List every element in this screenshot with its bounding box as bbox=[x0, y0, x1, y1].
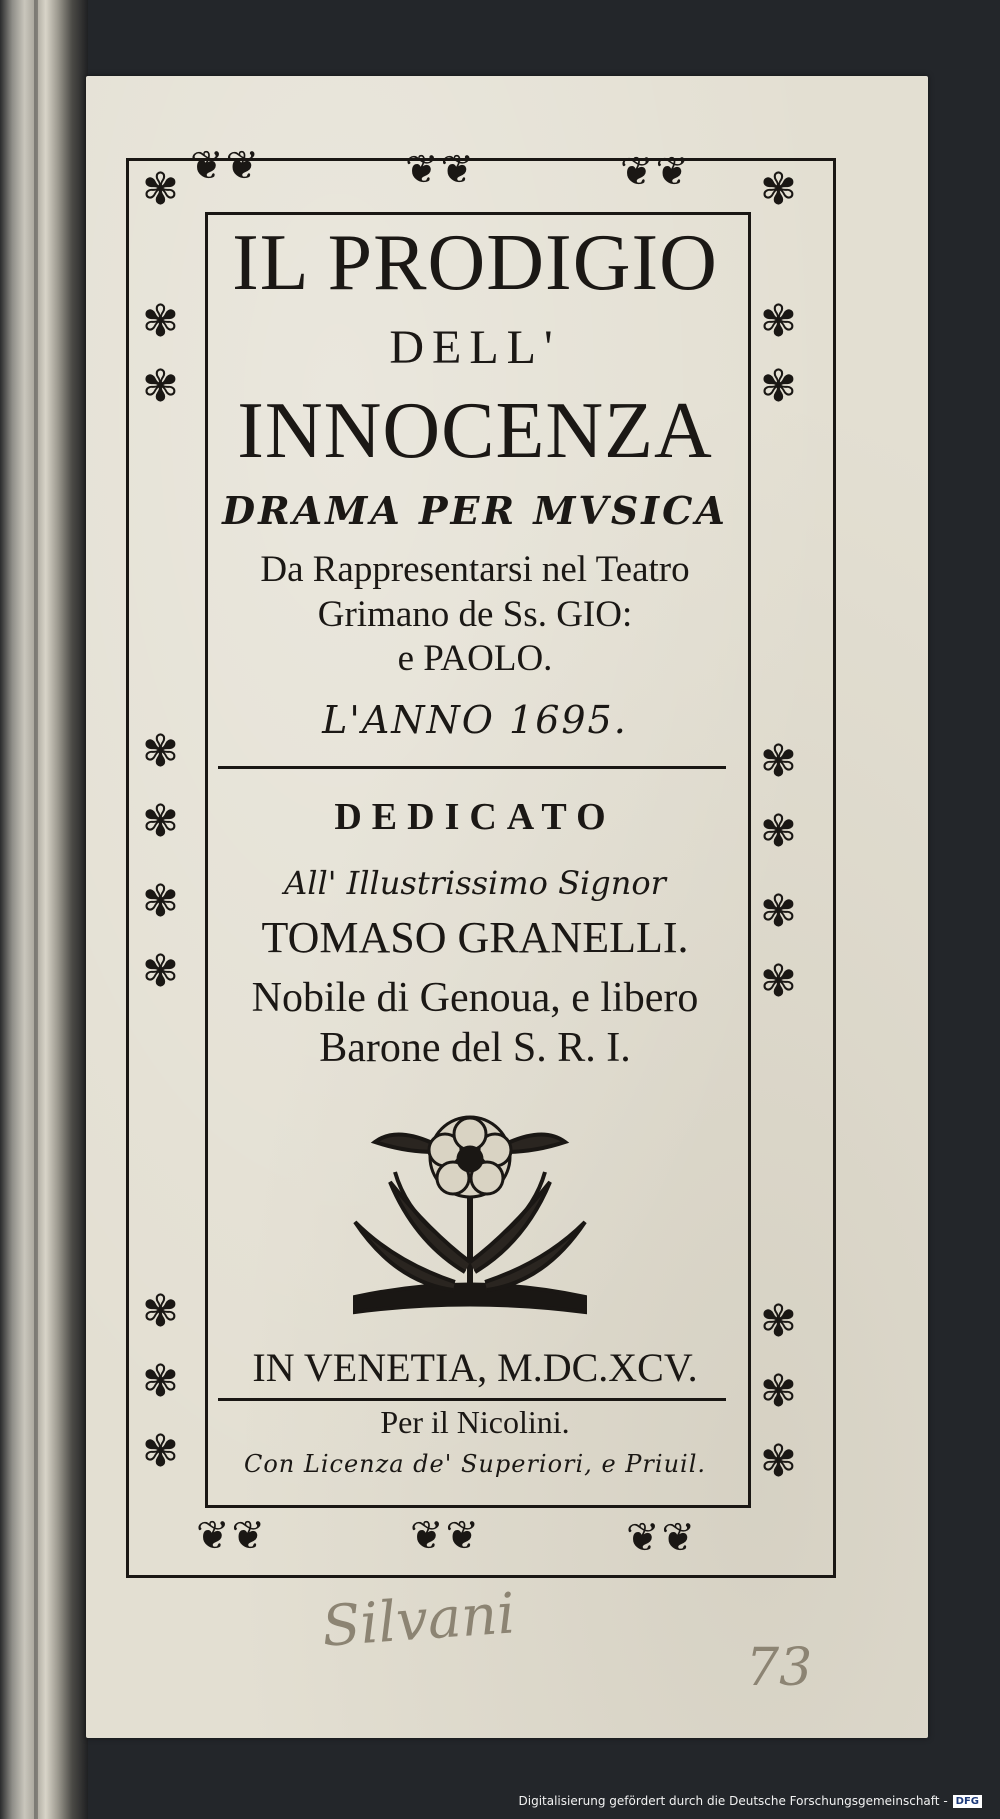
fleuron-icon: ✾ bbox=[142, 1426, 179, 1477]
dedicatee-name: TOMASO GRANELLI. bbox=[261, 913, 689, 962]
fleuron-icon: ❦❦ bbox=[405, 147, 477, 193]
dfg-logo: DFG bbox=[953, 1795, 982, 1808]
dedication-heading: DEDICATO bbox=[334, 796, 616, 838]
book-binding bbox=[0, 0, 88, 1819]
fleuron-icon: ✾ bbox=[142, 796, 179, 847]
fleuron-icon: ✾ bbox=[142, 1356, 179, 1407]
title-line-1: IL PRODIGIO bbox=[232, 219, 718, 307]
shelf-number: 73 bbox=[746, 1638, 813, 1698]
fleuron-icon: ❦❦ bbox=[626, 1515, 698, 1561]
title-line-3: INNOCENZA bbox=[237, 387, 713, 475]
printer-line: Per il Nicolini. bbox=[380, 1404, 570, 1440]
credit-text: Digitalisierung gefördert durch die Deutsche Forschungsgemeinschaft - bbox=[518, 1794, 948, 1808]
fleuron-icon: ✾ bbox=[142, 726, 179, 777]
fleuron-icon: ❦❦ bbox=[620, 149, 692, 195]
fleuron-icon: ✾ bbox=[142, 361, 179, 412]
dedicatee-title-line-1: Nobile di Genoua, e libero bbox=[251, 975, 699, 1021]
fleuron-icon: ✾ bbox=[760, 164, 797, 215]
venue-line-3: e PAOLO. bbox=[397, 638, 553, 679]
fleuron-icon: ✾ bbox=[760, 736, 797, 787]
dedication-to: All' Illustrissimo Signor bbox=[284, 864, 666, 902]
fleuron-icon: ✾ bbox=[142, 1286, 179, 1337]
flower-icon bbox=[335, 1112, 605, 1322]
fleuron-icon: ✾ bbox=[760, 1296, 797, 1347]
fleuron-icon: ✾ bbox=[760, 1366, 797, 1417]
venue-line-1: Da Rappresentarsi nel Teatro bbox=[260, 549, 690, 590]
fleuron-icon: ✾ bbox=[142, 164, 179, 215]
imprint-rule bbox=[218, 1398, 726, 1401]
fleuron-icon: ✾ bbox=[760, 886, 797, 937]
year-line: L'ANNO 1695. bbox=[322, 698, 628, 742]
fleuron-icon: ❦❦ bbox=[190, 143, 262, 189]
fleuron-icon: ✾ bbox=[142, 946, 179, 997]
dedicatee-title-line-2: Barone del S. R. I. bbox=[319, 1025, 631, 1071]
genre-line: DRAMA PER MVSICA bbox=[222, 488, 728, 533]
fleuron-icon: ✾ bbox=[142, 296, 179, 347]
digitization-credit bbox=[519, 1794, 983, 1808]
fleuron-icon: ✾ bbox=[760, 1436, 797, 1487]
title-line-2: DELL' bbox=[389, 321, 561, 374]
fleuron-icon: ✾ bbox=[760, 361, 797, 412]
venue-line-2: Grimano de Ss. GIO: bbox=[317, 594, 633, 635]
fleuron-icon: ❦❦ bbox=[196, 1513, 268, 1559]
license-line: Con Licenza de' Superiori, e Priuil. bbox=[243, 1450, 707, 1478]
fleuron-icon: ✾ bbox=[760, 296, 797, 347]
fleuron-icon: ✾ bbox=[760, 956, 797, 1007]
imprint-place: IN VENETIA, M.DC.XCV. bbox=[252, 1345, 698, 1390]
fleuron-icon: ✾ bbox=[760, 806, 797, 857]
divider-rule bbox=[218, 766, 726, 769]
fleuron-icon: ❦❦ bbox=[410, 1513, 482, 1559]
handwritten-name: Silvani bbox=[319, 1581, 518, 1660]
fleuron-icon: ✾ bbox=[142, 876, 179, 927]
